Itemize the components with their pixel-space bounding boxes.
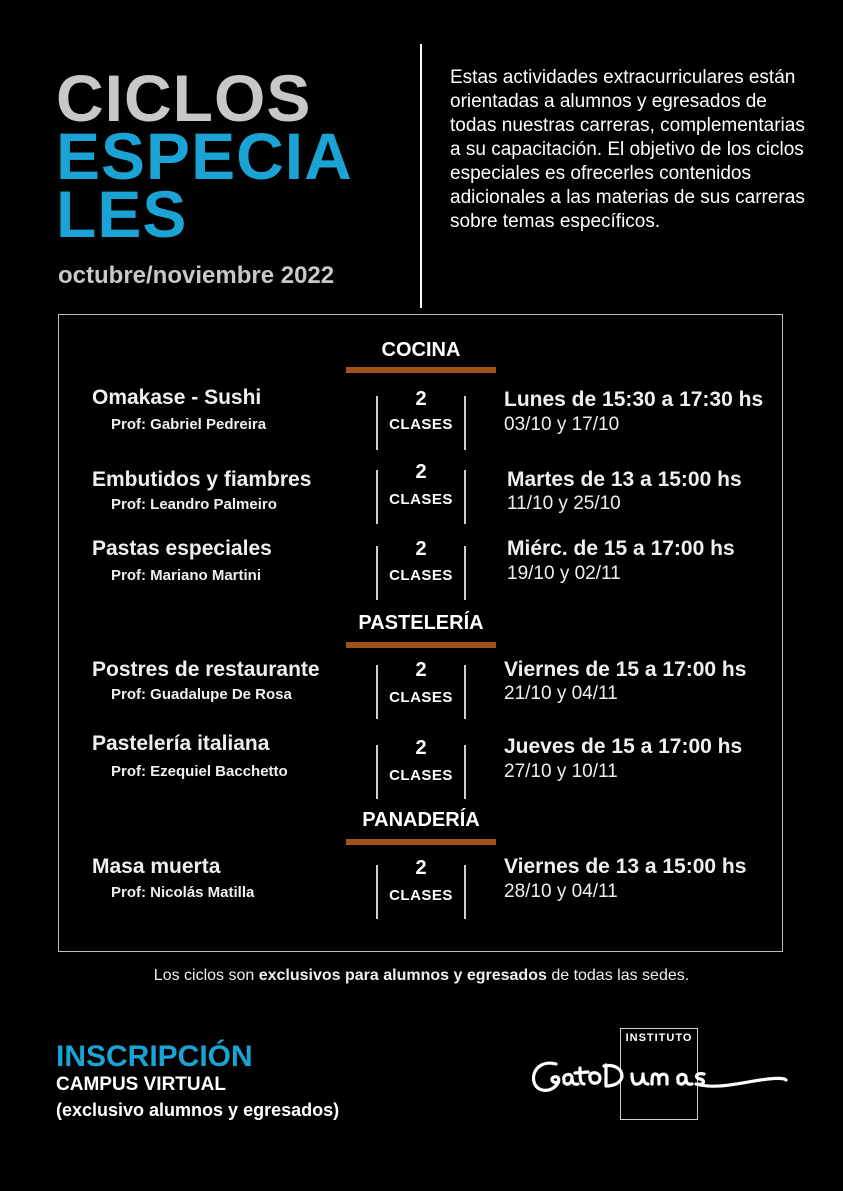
category-bar-pasteleria (346, 642, 496, 648)
schedule-dates: 28/10 y 04/11 (504, 881, 618, 902)
intro-paragraph: Estas actividades extracurriculares están orientadas a alumnos y egresados de todas nuestras carreras, complementarias a su capacitación. El objetivo de los ciclos especiales es ofrecerles contenidos adicionales a las materias de sus carreras sobre temas específicos. (450, 67, 805, 232)
class-count: 2 (415, 461, 427, 483)
class-count: 2 (415, 538, 427, 560)
schedule-dates: 19/10 y 02/11 (507, 563, 621, 584)
course-name: Pastas especiales (92, 537, 272, 560)
category-title-panaderia: PANADERÍA (362, 809, 480, 831)
course-prof: Prof: Nicolás Matilla (111, 884, 255, 901)
schedule-dates: 21/10 y 04/11 (504, 683, 618, 704)
course-name: Masa muerta (92, 855, 221, 878)
logo-institute-label: INSTITUTO (625, 1032, 693, 1044)
subtitle-period: octubre/noviembre 2022 (58, 262, 335, 289)
pipe-left (376, 470, 378, 524)
class-count: 2 (415, 659, 427, 681)
title-line-2: ESPECIA (56, 119, 353, 193)
schedule-dates: 27/10 y 10/11 (504, 761, 618, 782)
category-title-pasteleria: PASTELERÍA (358, 612, 484, 634)
course-name: Embutidos y fiambres (92, 468, 312, 491)
inscription-note: (exclusivo alumnos y egresados) (56, 1100, 340, 1120)
pipe-left (376, 396, 378, 450)
title-line-1: CICLOS (56, 61, 312, 135)
pipe-right (464, 865, 466, 919)
schedule-time: Viernes de 13 a 15:00 hs (504, 855, 747, 878)
course-name: Omakase - Sushi (92, 386, 262, 409)
footnote (0, 967, 843, 985)
pipe-left (376, 665, 378, 719)
class-label: CLASES (389, 491, 453, 508)
schedule-dates: 11/10 y 25/10 (507, 493, 621, 514)
course-prof: Prof: Guadalupe De Rosa (111, 686, 292, 703)
schedule-time: Miérc. de 15 a 17:00 hs (507, 537, 735, 560)
pipe-right (464, 665, 466, 719)
footnote-part1: Los ciclos son (153, 967, 259, 984)
course-name: Postres de restaurante (92, 658, 320, 681)
class-label: CLASES (389, 767, 453, 784)
course-name: Pastelería italiana (92, 732, 270, 755)
course-prof: Prof: Ezequiel Bacchetto (111, 763, 288, 780)
course-prof: Prof: Gabriel Pedreira (111, 416, 267, 433)
class-label: CLASES (389, 567, 453, 584)
class-count: 2 (415, 388, 427, 410)
category-bar-panaderia (346, 839, 496, 845)
footnote-part2: de todas las sedes. (546, 967, 690, 984)
vertical-divider (420, 44, 422, 308)
course-prof: Prof: Leandro Palmeiro (111, 496, 277, 513)
class-label: CLASES (389, 689, 453, 706)
class-count: 2 (415, 857, 427, 879)
pipe-left (376, 546, 378, 600)
pipe-left (376, 745, 378, 799)
title-line-3: LES (56, 177, 188, 251)
footnote-emphasis: exclusivos para alumnos y egresados (258, 967, 547, 984)
pipe-right (464, 470, 466, 524)
course-prof: Prof: Mariano Martini (111, 567, 262, 584)
inscription-title: INSCRIPCIÓN (56, 1040, 253, 1073)
schedule-time: Lunes de 15:30 a 17:30 hs (504, 388, 764, 411)
class-count: 2 (415, 737, 427, 759)
schedule-time: Viernes de 15 a 17:00 hs (504, 658, 747, 681)
pipe-right (464, 745, 466, 799)
schedule-time: Martes de 13 a 15:00 hs (507, 468, 742, 491)
schedule-dates: 03/10 y 17/10 (504, 414, 620, 435)
class-label: CLASES (389, 887, 453, 904)
category-bar-cocina (346, 367, 496, 373)
class-label: CLASES (389, 416, 453, 433)
gato-dumas-logo-icon (528, 1056, 792, 1102)
category-title-cocina: COCINA (381, 339, 461, 361)
inscription-campus: CAMPUS VIRTUAL (56, 1074, 226, 1095)
pipe-right (464, 546, 466, 600)
pipe-right (464, 396, 466, 450)
schedule-time: Jueves de 15 a 17:00 hs (504, 735, 743, 758)
pipe-left (376, 865, 378, 919)
